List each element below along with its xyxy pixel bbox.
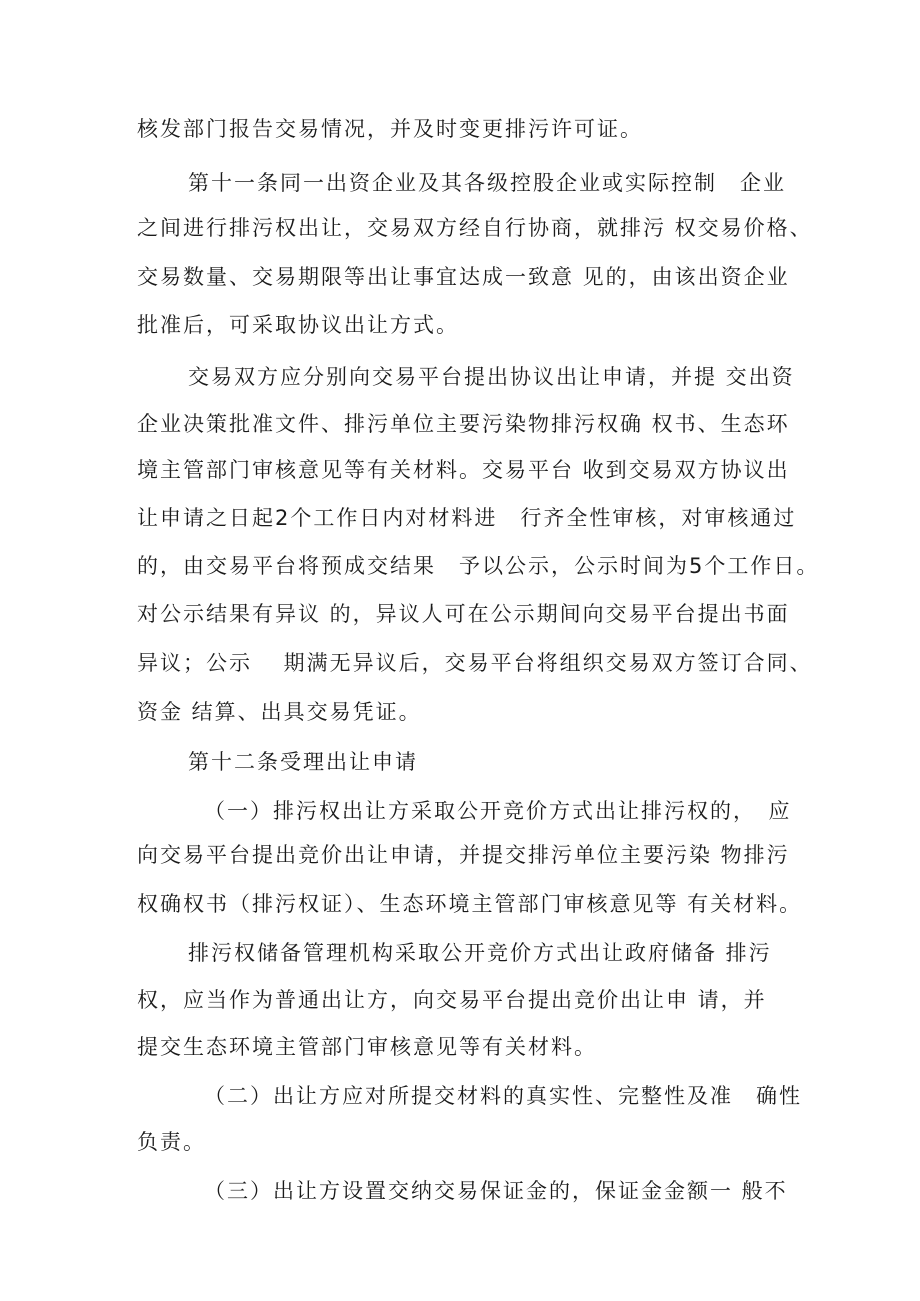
text-line-8: 境主管部门审核意见等有关材料。交易平台 收到交易双方协议出 bbox=[137, 458, 790, 482]
text-line-6: 交易双方应分别向交易平台提出协议出让申请，并提 交出资 bbox=[188, 365, 795, 389]
text-line-2: 第十一条同一出资企业及其各级控股企业或实际控制 企业 bbox=[188, 171, 786, 195]
text-line-5: 批准后，可采取协议出让方式。 bbox=[137, 313, 459, 337]
text-line-13: 资金 结算、出具交易凭证。 bbox=[137, 700, 422, 724]
text-line-18: 排污权储备管理机构采取公开竞价方式出让政府储备 排污 bbox=[188, 941, 772, 965]
text-line-4: 交易数量、交易期限等出让事宜达成一致意 见的，由该出资企业 bbox=[137, 265, 790, 289]
text-line-20: 提交生态环境主管部门审核意见等有关材料。 bbox=[137, 1035, 597, 1059]
text-line-3: 之间进行排污权出让，交易双方经自行协商，就排污 权交易价格、 bbox=[137, 216, 813, 240]
text-line-14: 第十二条受理出让申请 bbox=[188, 750, 418, 774]
text-line-7: 企业决策批准文件、排污单位主要污染物排污权确 权书、生态环 bbox=[137, 412, 790, 436]
text-line-21: （二）出让方应对所提交材料的真实性、完整性及准 确性 bbox=[204, 1084, 802, 1108]
text-line-22: 负责。 bbox=[137, 1130, 206, 1154]
text-line-15: （一）排污权出让方采取公开竞价方式出让排污权的， 应 bbox=[204, 799, 792, 823]
text-line-11: 对公示结果有异议 的，异议人可在公示期间向交易平台提出书面 bbox=[137, 602, 790, 626]
text-line-10: 的，由交易平台将预成交结果 予以公示，公示时间为5个工作日。 bbox=[137, 554, 820, 578]
text-line-9: 让申请之日起2个工作日内对材料进 行齐全性审核，对审核通过 bbox=[137, 506, 797, 530]
text-line-17: 权确权书（排污权证）、生态环境主管部门审核意见等 有关材料。 bbox=[137, 892, 803, 916]
text-line-1: 核发部门报告交易情况，并及时变更排污许可证。 bbox=[137, 117, 643, 141]
text-line-12: 异议；公示 期满无异议后，交易平台将组织交易双方签订合同、 bbox=[137, 651, 813, 675]
text-line-23: （三）出让方设置交纳交易保证金的，保证金金额一 般不 bbox=[204, 1179, 788, 1203]
text-line-19: 权，应当作为普通出让方，向交易平台提出竞价出让申 请，并 bbox=[137, 988, 767, 1012]
text-line-16: 向交易平台提出竞价出让申请，并提交排污单位主要污染 物排污 bbox=[137, 843, 790, 867]
